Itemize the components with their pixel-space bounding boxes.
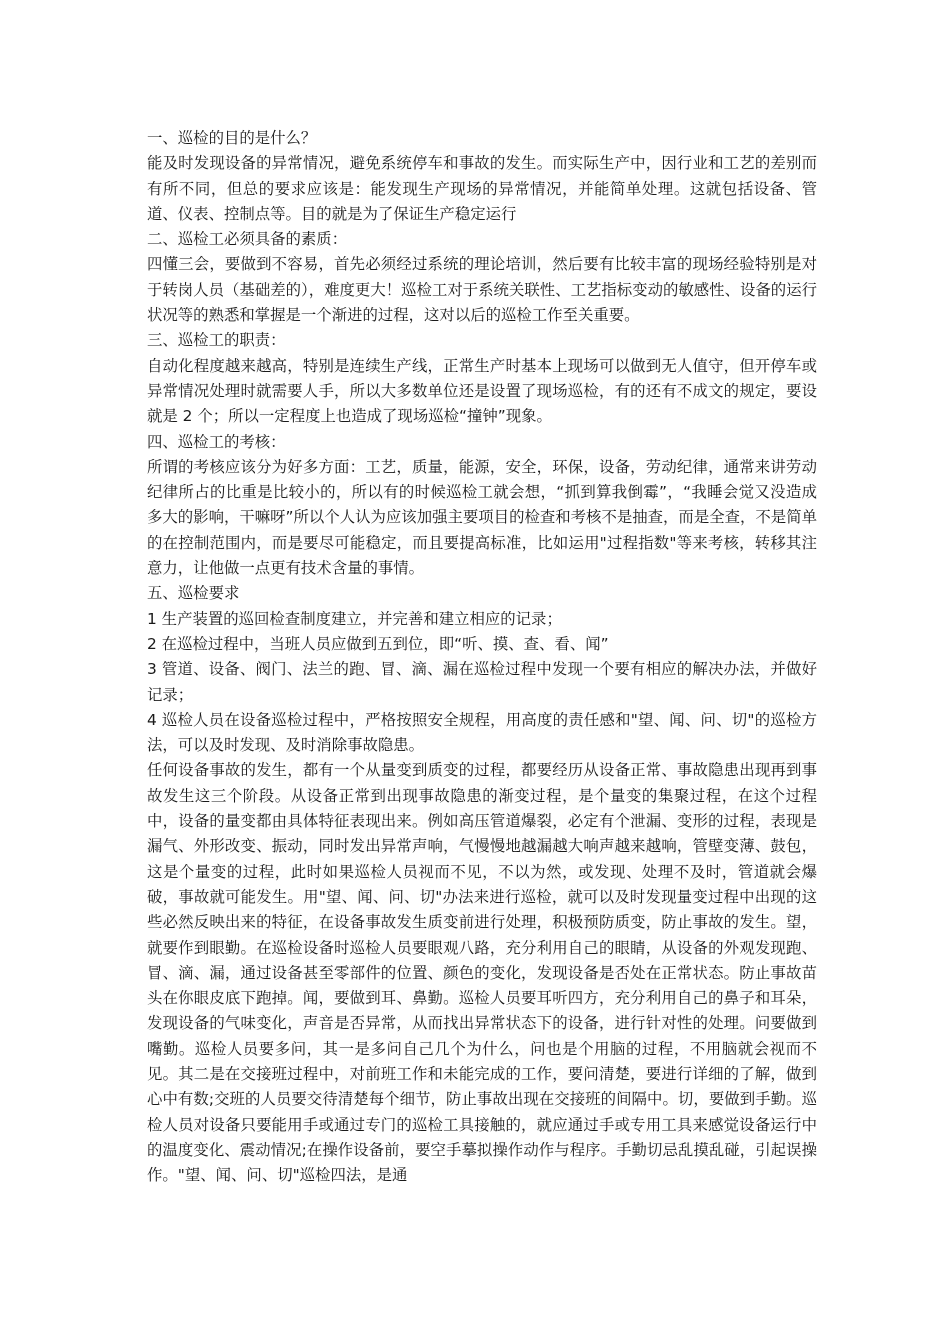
list-item: 2 在巡检过程中，当班人员应做到五到位，即“听、摸、查、看、闻” (147, 634, 609, 653)
section-heading-qualities: 二、巡检工必须具备的素质： (147, 230, 348, 249)
document-body (147, 126, 817, 1188)
list-item: 1 生产装置的巡回检查制度建立，并完善和建立相应的记录； (147, 609, 562, 628)
paragraph: 能及时发现设备的异常情况，避免系统停车和事故的发生。而实际生产中，因行业和工艺的差别而有所不同，但总的要求应该是：能发现生产现场的异常情况，并能简单处理。这就包括设备、管道、仪表、控制点等。目的就是为了保证生产稳定运行 (147, 154, 817, 223)
paragraph: 任何设备事故的发生，都有一个从量变到质变的过程，都要经历从设备正常、事故隐患出现再到事故发生这三个阶段。从设备正常到出现事故隐患的渐变过程，是个量变的集聚过程，在这个过程中，设备的量变都由具体特征表现出来。例如高压管道爆裂，必定有个泄漏、变形的过程，表现是漏气、外形改变、振动，同时发出异常声响，气慢慢地越漏越大响声越来越响，管壁变薄、鼓包，这是个量变的过程，此时如果巡检人员视而不见，不以为然，或发现、处理不及时，管道就会爆破，事故就可能发生。用"望、闻、问、切"办法来进行巡检，就可以及时发现量变过程中出现的这些必然反映出来的特征，在设备事故发生质变前进行处理，积极预防质变，防止事故的发生。望，就要作到眼勤。在巡检设备时巡检人员要眼观八路，充分利用自己的眼睛，从设备的外观发现跑、冒、滴、漏，通过设备甚至零部件的位置、颜色的变化，发现设备是否处在正常状态。防止事故苗头在你眼皮底下跑掉。闻，要做到耳、鼻勤。巡检人员要耳听四方，充分利用自己的鼻子和耳朵，发现设备的气味变化，声音是否异常，从而找出异常状态下的设备，进行针对性的处理。问要做到嘴勤。巡检人员要多问，其一是多问自己几个为什么，问也是个用脑的过程，不用脑就会视而不见。其二是在交接班过程中，对前班工作和未能完成的工作，要问清楚，要进行详细的了解，做到心中有数;交班的人员要交待清楚每个细节，防止事故出现在交接班的间隔中。切，要做到手勤。巡检人员对设备只要能用手或通过专门的巡检工具接触的，就应通过手或专用工具来感觉设备运行中的温度变化、震动情况;在操作设备前，要空手摹拟操作动作与程序。手勤切忌乱摸乱碰，引起误操作。"望、闻、问、切"巡检四法，是通 (147, 761, 817, 1185)
paragraph: 自动化程度越来越高，特别是连续生产线，正常生产时基本上现场可以做到无人值守，但开停车或异常情况处理时就需要人手，所以大多数单位还是设置了现场巡检，有的还有不成文的规定，要设就是 2 个；所以一定程度上也造成了现场巡检“撞钟”现象。 (147, 356, 817, 426)
list-item: 4 巡检人员在设备巡检过程中，严格按照安全规程，用高度的责任感和"望、闻、问、切"的巡检方法，可以及时发现、及时消除事故隐患。 (147, 710, 817, 755)
paragraph: 四懂三会，要做到不容易，首先必须经过系统的理论培训，然后要有比较丰富的现场经验特别是对于转岗人员（基础差的），难度更大！巡检工对于系统关联性、工艺指标变动的敏感性、设备的运行状况等的熟悉和掌握是一个渐进的过程，这对以后的巡检工作至关重要。 (147, 255, 817, 325)
list-item: 3 管道、设备、阀门、法兰的跑、冒、滴、漏在巡检过程中发现一个要有相应的解决办法，并做好记录； (147, 660, 817, 704)
section-heading-assessment: 四、巡检工的考核： (147, 432, 286, 451)
section-heading-requirements: 五、巡检要求 (147, 584, 240, 603)
section-heading-duties: 三、巡检工的职责： (147, 331, 286, 350)
section-heading-purpose: 一、巡检的目的是什么？ (147, 129, 317, 147)
paragraph: 所谓的考核应该分为好多方面：工艺，质量，能源，安全，环保，设备，劳动纪律，通常来讲劳动纪律所占的比重是比较小的，所以有的时候巡检工就会想，“抓到算我倒霉”，“我睡会觉又没造成多大的影响，干嘛呀”所以个人认为应该加强主要项目的检查和考核不是抽查，而是全查，不是简单的在控制范围内，而是要尽可能稳定，而且要提高标准，比如运用"过程指数"等来考核，转移其注意力，让他做一点更有技术含量的事情。 (147, 457, 817, 578)
